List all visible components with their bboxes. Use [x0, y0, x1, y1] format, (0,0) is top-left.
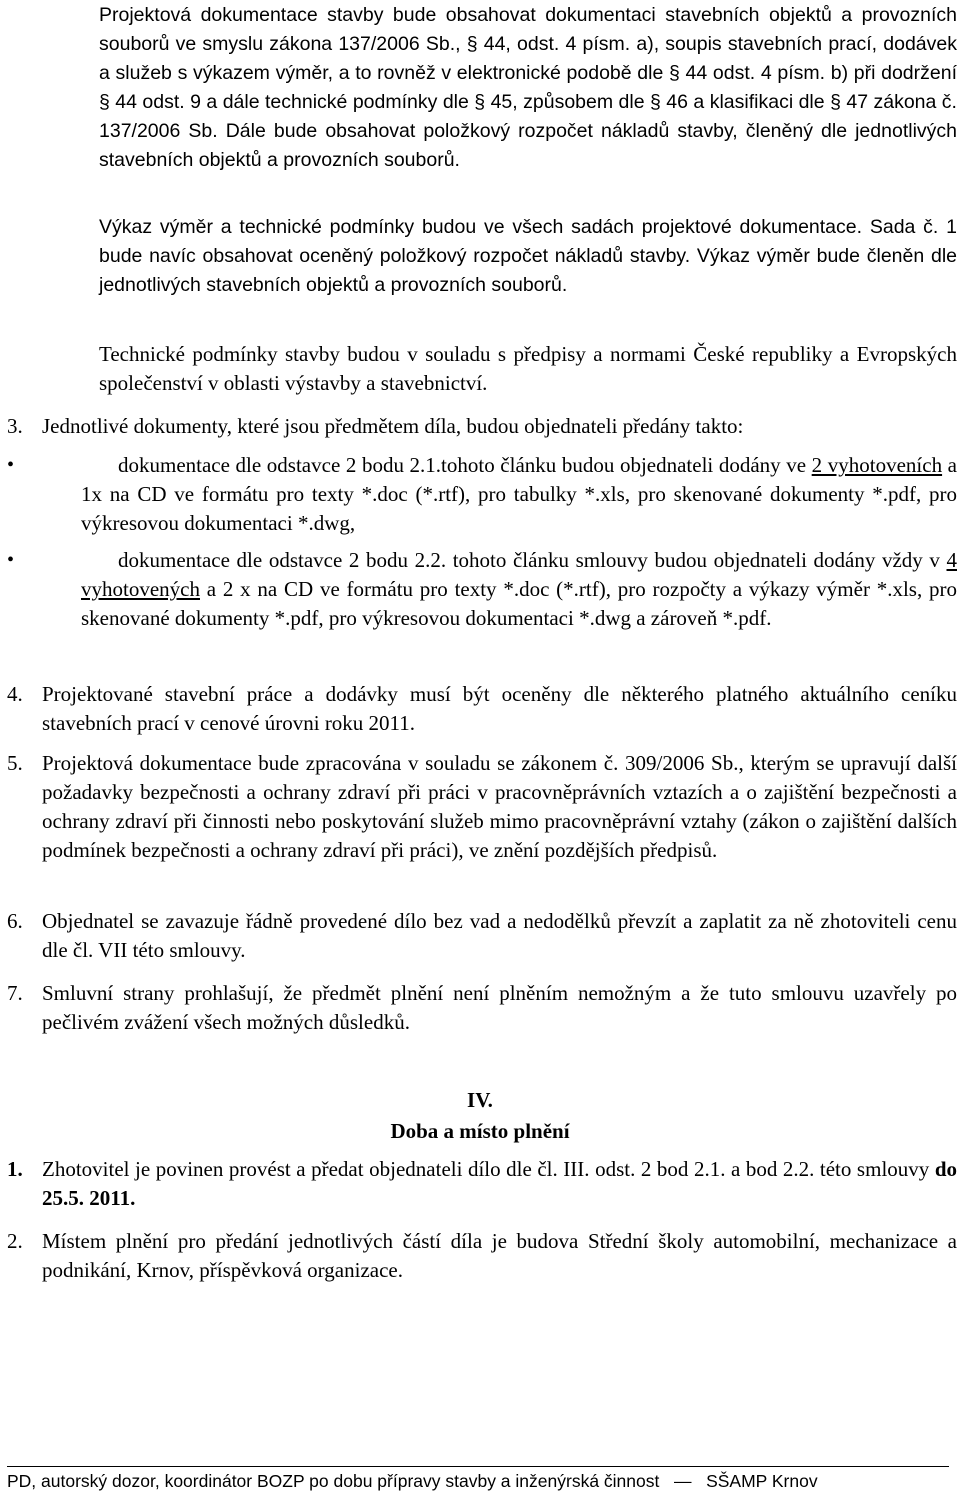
- bullet-icon: •: [7, 549, 15, 571]
- list-item-4: 4. Projektované stavební práce a dodávky musí být oceněny dle některého platného aktuálního ceníku stavebních prací v cenové úrovni roku 2011.: [7, 682, 957, 735]
- bullet-item-2: • dokumentace dle odstavce 2 bodu 2.2. tohoto článku smlouvy budou objednateli dodány vždy v 4 vyhotovených a 2 x na CD ve formátu pro texty *.doc (*.rtf), pro rozpočty a výkazy výměr *.xls, pro skenované dokumenty *.pdf, pro výkresovou dokumentaci *.dwg a zároveň *.pdf.: [7, 548, 957, 630]
- item-number: 5.: [7, 751, 23, 775]
- paragraph-technical-conditions: Technické podmínky stavby budou v souladu s předpisy a normami České republiky a Evropských společenství v oblasti výstavby a stavebnictví.: [99, 342, 957, 395]
- item-number: 3.: [7, 414, 23, 438]
- section4-item-1: 1. Zhotovitel je povinen provést a předat objednateli dílo dle čl. III. odst. 2 bod 2.1. a bod 2.2. této smlouvy do 25.5. 2011.: [7, 1157, 957, 1210]
- list-item-3: 3. Jednotlivé dokumenty, které jsou předmětem díla, budou objednateli předány takto:: [7, 412, 957, 441]
- section-number: IV.: [467, 1088, 493, 1112]
- item-number: 6.: [7, 909, 23, 933]
- bullet-item-1: • dokumentace dle odstavce 2 bodu 2.1.tohoto článku budou objednateli dodány ve 2 vyhotoveních a 1x na CD ve formátu pro texty *.doc (*.rtf), pro tabulky *.xls, pro skenované dokumenty *.pdf, pro výkresovou dokumentaci *.dwg,: [7, 453, 957, 535]
- deadline-date: do 25.5. 2011.: [42, 1157, 957, 1210]
- paragraph-project-documentation: Projektová dokumentace stavby bude obsahovat dokumentaci stavebních objektů a provozních souborů ve smyslu zákona 137/2006 Sb., § 44, odst. 4 písm. a), soupis stavebních prací, dodávek a služeb s výkazem výměr, a to rovněž v elektronické podobě dle § 44 odst. 4 písm. b) při dodržení § 44 odst. 9 a dále technické podmínky dle § 45, způsobem dle § 46 a klasifikaci dle § 47 zákona č. 137/2006 Sb. Dále bude obsahovat položkový rozpočet nákladů stavby, členěný dle jednotlivých stavebních objektů a provozních souborů.: [99, 4, 957, 171]
- list-item-5: 5. Projektová dokumentace bude zpracována v souladu se zákonem č. 309/2006 Sb., kterým se upravují další požadavky bezpečnosti a ochrany zdraví při práci v pracovněprávních vztazích a o zajištění bezpečnosti a ochrany zdraví při činnosti nebo poskytování služeb mimo pracovněprávní vztahy (zákon o zajištění dalších podmínek bezpečnosti a ochrany zdraví při práci), ve znění pozdějších předpisů.: [7, 751, 957, 862]
- section4-item-2: 2. Místem plnění pro předání jednotlivých částí díla je budova Střední školy automobilní, mechanizace a podnikání, Krnov, příspěvková organizace.: [7, 1229, 957, 1282]
- paragraph-bill-of-quantities: Výkaz výměr a technické podmínky budou ve všech sadách projektové dokumentace. Sada č. 1 bude navíc obsahovat oceněný položkový rozpočet nákladů stavby. Výkaz výměr bude členěn dle jednotlivých stavebních objektů a provozních souborů.: [99, 216, 957, 296]
- list-item-7: 7. Smluvní strany prohlašují, že předmět plnění není plněním nemožným a že tuto smlouvu uzavřely po pečlivém zvážení všech možných důsledků.: [7, 981, 957, 1034]
- list-item-6: 6. Objednatel se zavazuje řádně provedené dílo bez vad a nedodělků převzít a zaplatit za ně zhotoviteli cenu dle čl. VII této smlouvy.: [7, 909, 957, 962]
- item-number: 4.: [7, 682, 23, 706]
- item-number: 2.: [7, 1229, 23, 1253]
- section-title: Doba a místo plnění: [390, 1119, 570, 1143]
- item-number: 7.: [7, 981, 23, 1005]
- bullet-icon: •: [7, 454, 15, 476]
- page-footer: PD, autorský dozor, koordinátor BOZP po dobu přípravy stavby a inženýrská činnost — SŠAMP Krnov: [7, 1471, 818, 1491]
- footer-divider: [7, 1466, 949, 1467]
- item-number: 1.: [7, 1157, 23, 1181]
